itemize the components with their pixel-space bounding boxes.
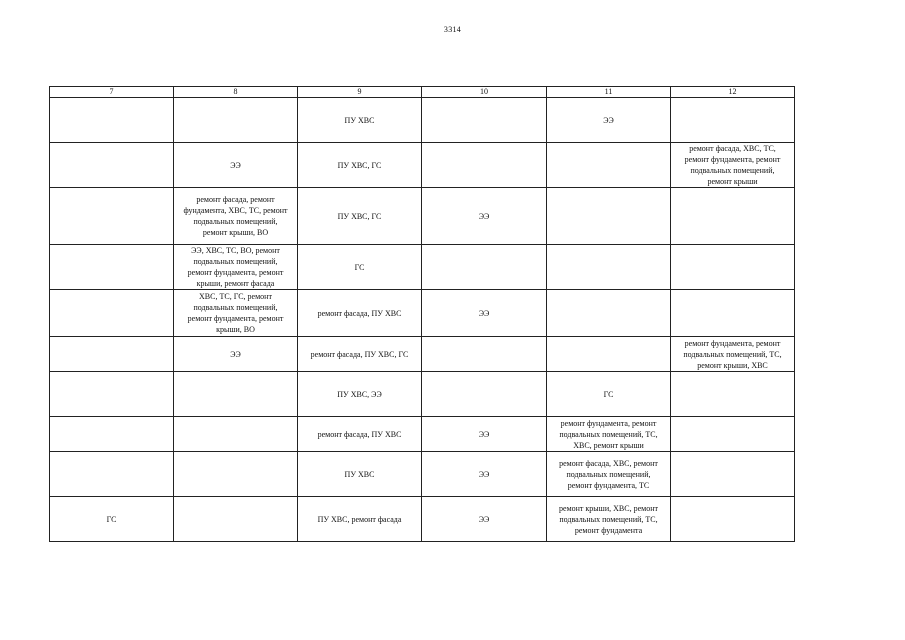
table-cell [174, 337, 298, 372]
table-cell [50, 417, 174, 452]
cell-text: ПУ ХВС, ГС [337, 160, 382, 170]
table-cell [547, 452, 671, 497]
table-cell [422, 337, 547, 372]
table-cell [50, 143, 174, 188]
table-cell [547, 143, 671, 188]
cell-text: ЭЭ [603, 115, 614, 125]
cell-text: ремонт фундамента, ремонт подвальных помещений, ТС, ремонт крыши, ХВС [683, 338, 782, 370]
cell-text: ЭЭ, ХВС, ТС, ВО, ремонт подвальных помещений, ремонт фундамента, ремонт крыши, ремонт фасада [187, 246, 284, 288]
column-header: 11 [547, 87, 671, 98]
table-cell [298, 98, 422, 143]
table-cell [50, 452, 174, 497]
table-cell [671, 337, 795, 372]
cell-text: ГС [603, 389, 614, 399]
cell-text: ремонт фасада, ПУ ХВС, ГС [310, 349, 409, 359]
cell-text: ХВС, ТС, ГС, ремонт подвальных помещений, ремонт фундамента, ремонт крыши, ВО [187, 292, 284, 334]
table-cell [50, 337, 174, 372]
table-row [50, 372, 795, 417]
table-row [50, 497, 795, 542]
page-number: 3314 [443, 25, 462, 34]
column-header: 7 [50, 87, 174, 98]
table-cell [174, 452, 298, 497]
cell-text: ремонт фасада, ХВС, ТС, ремонт фундамента, ремонт подвальных помещений, ремонт крыши [684, 144, 781, 186]
table-cell [298, 452, 422, 497]
table-cell [174, 290, 298, 337]
table-cell [50, 290, 174, 337]
cell-text: ремонт фасада, ПУ ХВС [317, 308, 402, 318]
table-cell [547, 188, 671, 245]
table-cell [671, 497, 795, 542]
cell-text: ремонт фасада, ремонт фундамента, ХВС, ТС, ремонт подвальных помещений, ремонт крыши, ВО [183, 195, 288, 237]
table-cell [298, 290, 422, 337]
cell-text: ГС [106, 514, 117, 524]
cell-text: ПУ ХВС, ГС [337, 211, 382, 221]
table-cell [422, 188, 547, 245]
table-row [50, 245, 795, 290]
table-row [50, 290, 795, 337]
table-cell [547, 290, 671, 337]
table-cell [671, 98, 795, 143]
table-cell [174, 245, 298, 290]
table-cell [298, 372, 422, 417]
table-row [50, 452, 795, 497]
table-cell [422, 245, 547, 290]
table-row [50, 188, 795, 245]
table-cell [547, 337, 671, 372]
table-cell [547, 372, 671, 417]
table-cell [671, 290, 795, 337]
table-cell [547, 245, 671, 290]
table-cell [50, 98, 174, 143]
column-header: 8 [174, 87, 298, 98]
table-cell [50, 188, 174, 245]
table-cell [422, 290, 547, 337]
cell-text: ЭЭ [478, 429, 490, 439]
cell-text: ЭЭ [478, 514, 490, 524]
table-row [50, 417, 795, 452]
cell-text: ремонт фасада, ХВС, ремонт подвальных помещений, ремонт фундамента, ТС [559, 458, 658, 490]
table-row [50, 98, 795, 143]
table-cell [671, 188, 795, 245]
cell-text: ПУ ХВС [344, 469, 375, 479]
table-row [50, 143, 795, 188]
cell-text: ГС [354, 262, 365, 272]
header-row [50, 87, 795, 98]
cell-text: ЭЭ [478, 469, 490, 479]
table-cell [174, 188, 298, 245]
cell-text: ремонт крыши, ХВС, ремонт подвальных помещений, ТС, ремонт фундамента [559, 503, 658, 535]
column-header: 10 [422, 87, 547, 98]
cell-text: ПУ ХВС, ЭЭ [337, 389, 382, 399]
table-cell [422, 372, 547, 417]
cell-text: ЭЭ [230, 349, 241, 359]
table-cell [422, 417, 547, 452]
column-header: 12 [671, 87, 795, 98]
table-cell [174, 497, 298, 542]
table-cell [298, 337, 422, 372]
table-cell [174, 143, 298, 188]
cell-text: ПУ ХВС [344, 115, 375, 125]
table-cell [671, 372, 795, 417]
table-cell [422, 497, 547, 542]
table-cell [298, 143, 422, 188]
table-cell [174, 372, 298, 417]
cell-text: ЭЭ [478, 211, 490, 221]
table-body [50, 98, 795, 542]
table-cell [50, 497, 174, 542]
table-row [50, 337, 795, 372]
table-cell [671, 245, 795, 290]
table-cell [298, 188, 422, 245]
table-cell [298, 497, 422, 542]
table-cell [298, 245, 422, 290]
cell-text: ПУ ХВС, ремонт фасада [317, 514, 402, 524]
cell-text: ремонт фасада, ПУ ХВС [317, 429, 402, 439]
table-cell [547, 497, 671, 542]
table-cell [671, 143, 795, 188]
table-cell [671, 452, 795, 497]
table-cell [422, 143, 547, 188]
data-table [49, 86, 795, 542]
table-cell [174, 417, 298, 452]
cell-text: ЭЭ [230, 160, 241, 170]
table-cell [422, 98, 547, 143]
table-cell [174, 98, 298, 143]
table-cell [547, 417, 671, 452]
table-cell [422, 452, 547, 497]
cell-text: ремонт фундамента, ремонт подвальных помещений, ТС, ХВС, ремонт крыши [559, 418, 658, 450]
cell-text: ЭЭ [478, 308, 490, 318]
table-cell [547, 98, 671, 143]
table-cell [298, 417, 422, 452]
table-cell [671, 417, 795, 452]
column-header: 9 [298, 87, 422, 98]
table-cell [50, 245, 174, 290]
table-cell [50, 372, 174, 417]
